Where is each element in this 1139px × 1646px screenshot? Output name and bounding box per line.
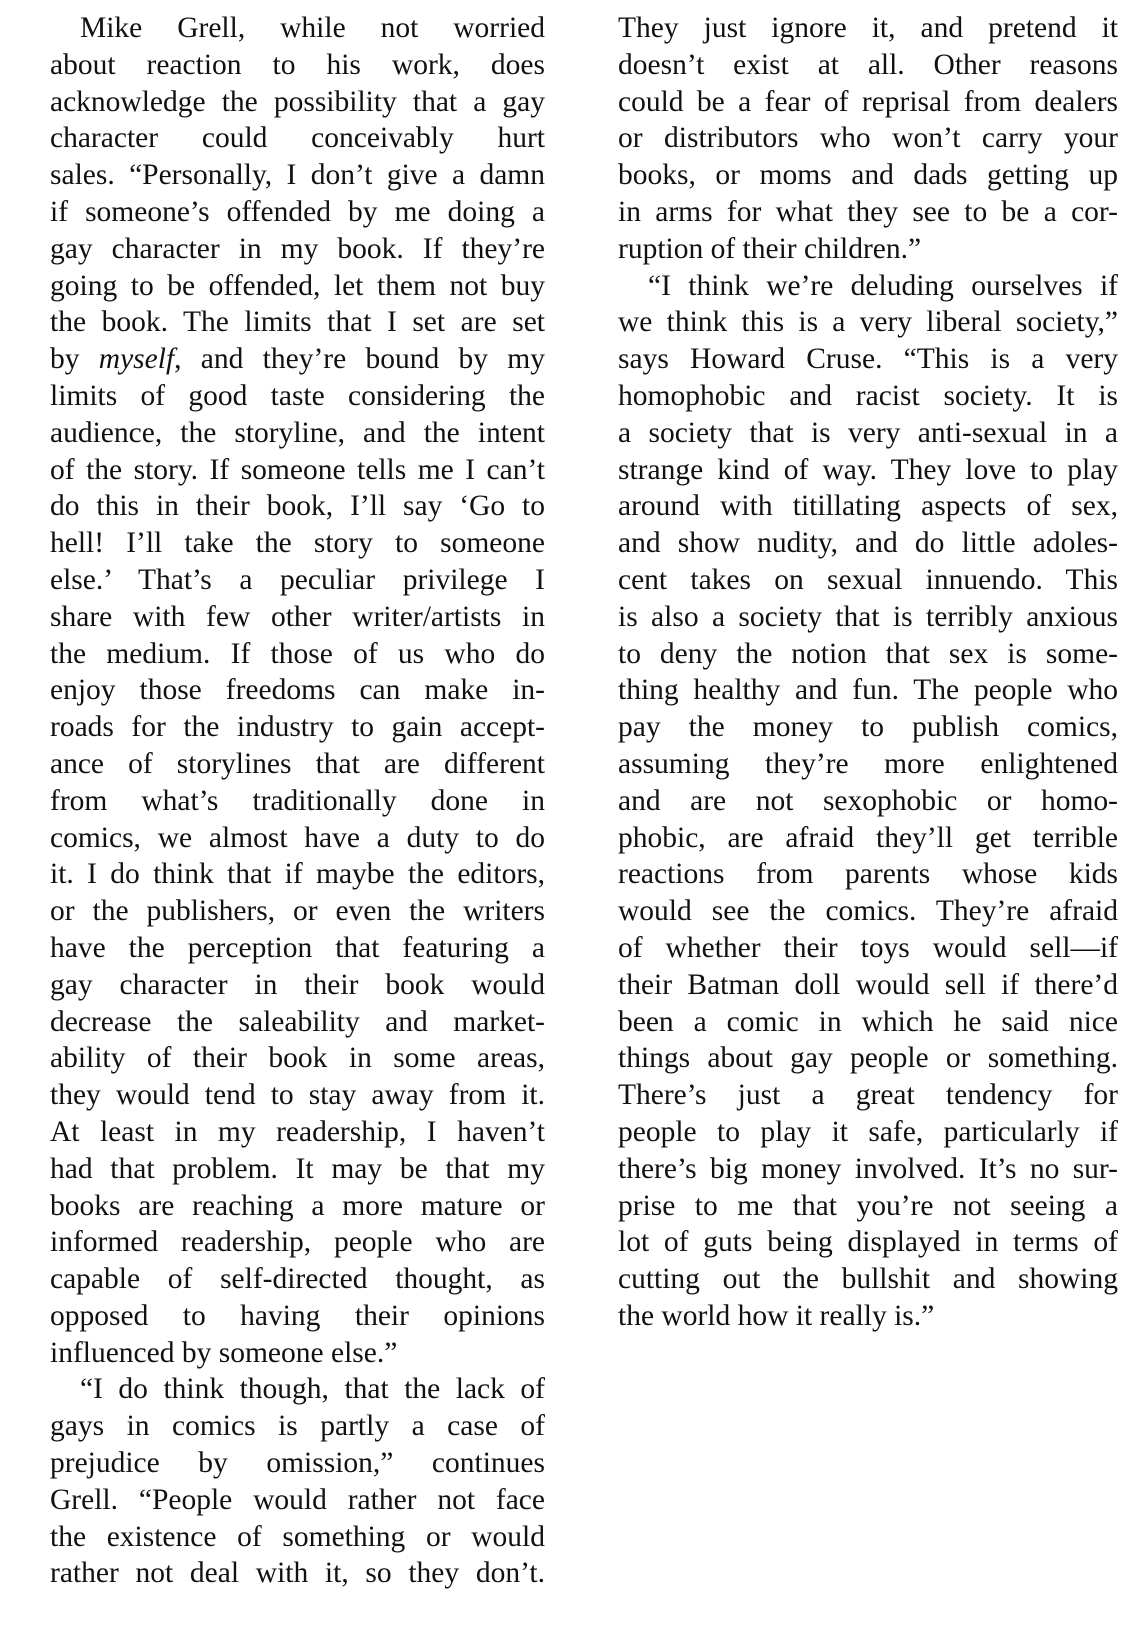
text-line: cent takes on sexual innuendo. This	[618, 563, 1118, 596]
text-line: a society that is very anti-sexual in a	[618, 416, 1118, 449]
paragraph-grell-quote	[22, 10, 545, 1371]
text-line: doesn’t exist at all. Other reasons	[618, 48, 1118, 81]
paragraph-grell-continued	[590, 10, 1118, 268]
text-line: sales. “Personally, I don’t give a damn	[50, 159, 545, 192]
paragraph-howard-cruse-quote	[590, 268, 1118, 1335]
text-line: gay character in my book. If they’re	[50, 232, 545, 265]
text-line: influenced by someone else.”	[50, 1336, 398, 1369]
text-line: there’s big money involved. It’s no sur-	[618, 1152, 1118, 1185]
text-line: would see the comics. They’re afraid	[618, 895, 1118, 928]
text-line: if someone’s offended by me doing a	[50, 195, 545, 228]
text-line: limits of good taste considering the	[50, 379, 545, 412]
text-line: the medium. If those of us who do	[50, 637, 545, 670]
text-line: hell! I’ll take the story to someone	[50, 527, 545, 560]
text-line: lot of guts being displayed in terms of	[618, 1226, 1118, 1259]
right-column	[590, 10, 1118, 1335]
text-line: else.’ That’s a peculiar privilege I	[50, 563, 545, 596]
text-line: and show nudity, and do little adoles-	[618, 527, 1118, 560]
text-line: of whether their toys would sell—if	[618, 931, 1118, 964]
text-line: assuming they’re more enlightened	[618, 747, 1118, 780]
text-line: the world how it really is.”	[618, 1299, 935, 1332]
text-line: things about gay people or something.	[618, 1042, 1118, 1075]
text-line: There’s just a great tendency for	[618, 1079, 1118, 1112]
text-line: informed readership, people who are	[50, 1226, 545, 1259]
text-line: reactions from parents whose kids	[618, 858, 1118, 891]
text-line: the existence of something or would	[50, 1520, 545, 1553]
text-line: prejudice by omission,” continues	[50, 1447, 545, 1480]
left-column	[22, 10, 545, 1592]
text-line: homophobic and racist society. It is	[618, 379, 1118, 412]
text-line: “I do think though, that the lack of	[80, 1373, 545, 1406]
text-line: At least in my readership, I haven’t	[50, 1115, 545, 1148]
text-line: thing healthy and fun. The people who	[618, 674, 1118, 707]
text-line: their Batman doll would sell if there’d	[618, 968, 1118, 1001]
text-line: or distributors who won’t carry your	[618, 122, 1118, 155]
text-line: ruption of their children.”	[618, 232, 922, 265]
text-line: could be a fear of reprisal from dealers	[618, 85, 1118, 118]
text-line: of the story. If someone tells me I can’t	[50, 453, 545, 486]
text-line: prise to me that you’re not seeing a	[618, 1189, 1118, 1222]
text-line: we think this is a very liberal society,”	[618, 306, 1118, 339]
text-line: it. I do think that if maybe the editors,	[50, 858, 545, 891]
text-line: do this in their book, I’ll say ‘Go to	[50, 490, 545, 523]
text-line: in arms for what they see to be a cor-	[618, 195, 1118, 228]
text-line: enjoy those freedoms can make in-	[50, 674, 545, 707]
text-line: says Howard Cruse. “This is a very	[618, 343, 1118, 376]
text-line: have the perception that featuring a	[50, 931, 545, 964]
text-line: gay character in their book would	[50, 968, 545, 1001]
paragraph-prejudice-by-omission	[22, 1371, 545, 1592]
text-line: books are reaching a more mature or	[50, 1189, 545, 1222]
text-line: been a comic in which he said nice	[618, 1005, 1118, 1038]
text-line: strange kind of way. They love to play	[618, 453, 1118, 486]
text-line: and are not sexophobic or homo-	[618, 784, 1118, 817]
text-line: the book. The limits that I set are set	[50, 306, 545, 339]
text-line: gays in comics is partly a case of	[50, 1410, 545, 1443]
text-line: audience, the storyline, and the intent	[50, 416, 545, 449]
text-line: character could conceivably hurt	[50, 122, 545, 155]
text-line: They just ignore it, and pretend it	[618, 12, 1118, 44]
text-line: or the publishers, or even the writers	[50, 895, 545, 928]
text-line: people to play it safe, particularly if	[618, 1115, 1118, 1148]
text-line: had that problem. It may be that my	[50, 1152, 545, 1185]
text-line: share with few other writer/artists in	[50, 600, 545, 633]
text-line: they would tend to stay away from it.	[50, 1079, 545, 1112]
text-line: decrease the saleability and market-	[50, 1005, 545, 1038]
text-line: roads for the industry to gain accept-	[50, 711, 545, 744]
text-line: opposed to having their opinions	[50, 1299, 545, 1332]
text-line: capable of self-directed thought, as	[50, 1263, 545, 1296]
text-line: going to be offended, let them not buy	[50, 269, 545, 302]
text-line: cutting out the bullshit and showing	[618, 1263, 1118, 1296]
text-line: books, or moms and dads getting up	[618, 159, 1118, 192]
text-line-italic-myself: by myself, and they’re bound by my	[50, 343, 545, 376]
text-line: comics, we almost have a duty to do	[50, 821, 545, 854]
text-line: around with titillating aspects of sex,	[618, 490, 1118, 523]
text-line: pay the money to publish comics,	[618, 711, 1118, 744]
text-line: rather not deal with it, so they don’t.	[50, 1557, 545, 1590]
text-line: ance of storylines that are different	[50, 747, 545, 780]
text-line: to deny the notion that sex is some-	[618, 637, 1118, 670]
text-line: from what’s traditionally done in	[50, 784, 545, 817]
text-line: is also a society that is terribly anxious	[618, 600, 1118, 633]
text-line: about reaction to his work, does	[50, 48, 545, 81]
text-line: acknowledge the possibility that a gay	[50, 85, 545, 118]
text-line: phobic, are afraid they’ll get terrible	[618, 821, 1118, 854]
text-line: Grell. “People would rather not face	[50, 1483, 545, 1516]
text-line: Mike Grell, while not worried	[80, 12, 545, 44]
text-line: “I think we’re deluding ourselves if	[648, 269, 1118, 302]
text-line: ability of their book in some areas,	[50, 1042, 545, 1075]
